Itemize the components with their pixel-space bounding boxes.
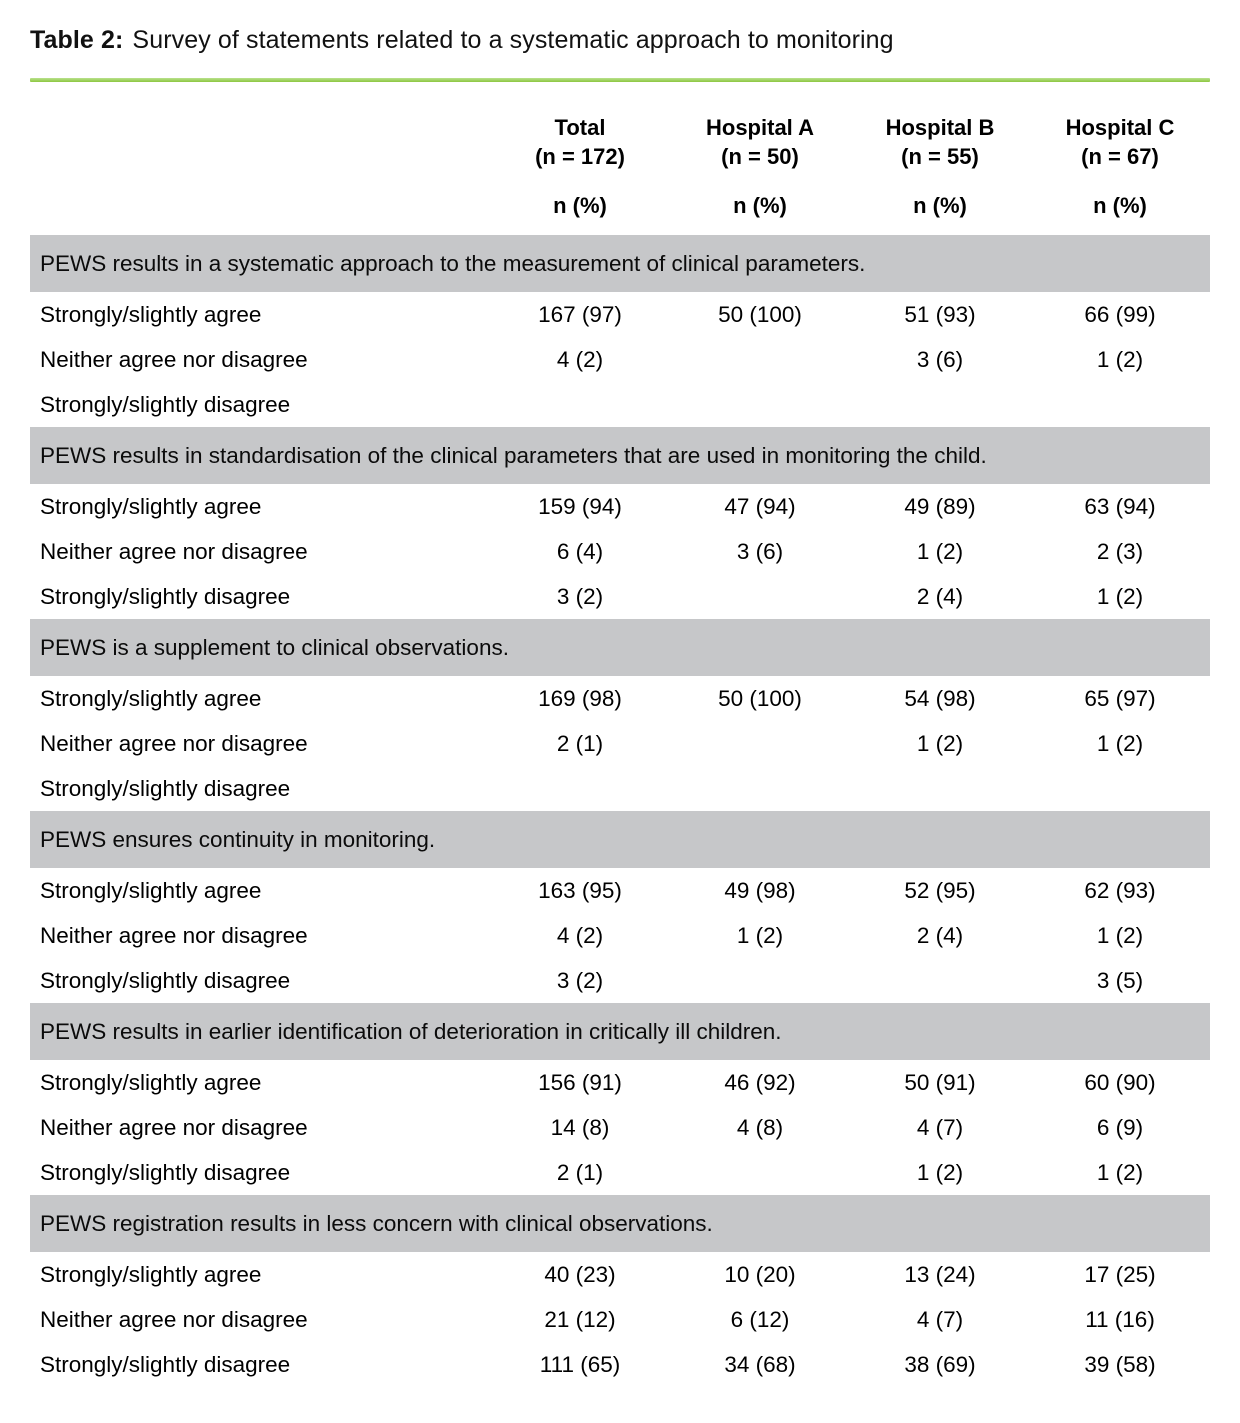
column-sample-size: (n = 172): [535, 143, 625, 169]
table-title-label: Table 2:: [30, 26, 124, 54]
value-cell: 40 (23): [490, 1252, 670, 1297]
value-cell: [850, 958, 1030, 1003]
value-cell: [850, 382, 1030, 427]
value-cell: 1 (2): [1030, 721, 1210, 766]
value-cell: 4 (2): [490, 913, 670, 958]
response-row: [30, 1060, 1210, 1105]
value-cell: 10 (20): [670, 1252, 850, 1297]
response-row-label: Strongly/slightly disagree: [30, 1150, 490, 1195]
response-row-label: Neither agree nor disagree: [30, 1297, 490, 1342]
column-name: Total: [554, 115, 606, 140]
value-cell: 3 (2): [490, 958, 670, 1003]
value-cell: 1 (2): [670, 913, 850, 958]
value-cell: [1030, 382, 1210, 427]
column-sample-size: (n = 55): [901, 143, 979, 169]
statement-band-row: [30, 235, 1210, 292]
response-row: [30, 1342, 1210, 1387]
value-cell: [670, 574, 850, 619]
value-cell: 39 (58): [1030, 1342, 1210, 1387]
response-row-label: Strongly/slightly disagree: [30, 766, 490, 811]
response-row: [30, 574, 1210, 619]
value-cell: 4 (7): [850, 1297, 1030, 1342]
value-cell: [490, 766, 670, 811]
value-cell: 50 (100): [670, 292, 850, 337]
table-body: [30, 235, 1210, 1387]
response-row: [30, 721, 1210, 766]
survey-table: [30, 82, 1210, 1387]
value-cell: 3 (6): [850, 337, 1030, 382]
response-row: [30, 766, 1210, 811]
column-unit: n (%): [733, 193, 787, 219]
value-cell: 1 (2): [850, 529, 1030, 574]
response-row-label: Strongly/slightly disagree: [30, 382, 490, 427]
response-row-label: Strongly/slightly disagree: [30, 574, 490, 619]
value-cell: 63 (94): [1030, 484, 1210, 529]
value-cell: 111 (65): [490, 1342, 670, 1387]
value-cell: [670, 382, 850, 427]
value-cell: 2 (4): [850, 913, 1030, 958]
value-cell: 1 (2): [1030, 337, 1210, 382]
table-header: [30, 82, 1210, 235]
column-header-hospital-c: [1030, 82, 1210, 235]
value-cell: 1 (2): [1030, 1150, 1210, 1195]
value-cell: 34 (68): [670, 1342, 850, 1387]
value-cell: 46 (92): [670, 1060, 850, 1105]
column-name: Hospital C: [1065, 115, 1175, 140]
statement-text: PEWS is a supplement to clinical observations.: [30, 619, 1210, 676]
statement-band-row: [30, 427, 1210, 484]
value-cell: 17 (25): [1030, 1252, 1210, 1297]
response-row-label: Strongly/slightly agree: [30, 1252, 490, 1297]
response-row-label: Neither agree nor disagree: [30, 337, 490, 382]
response-row: [30, 868, 1210, 913]
value-cell: 6 (12): [670, 1297, 850, 1342]
value-cell: 6 (4): [490, 529, 670, 574]
response-row-label: Strongly/slightly agree: [30, 676, 490, 721]
value-cell: [670, 766, 850, 811]
response-row: [30, 1297, 1210, 1342]
response-row: [30, 382, 1210, 427]
value-cell: 156 (91): [490, 1060, 670, 1105]
column-unit: n (%): [1093, 193, 1147, 219]
response-row-label: Strongly/slightly disagree: [30, 1342, 490, 1387]
value-cell: [1030, 766, 1210, 811]
statement-band-row: [30, 811, 1210, 868]
value-cell: 49 (98): [670, 868, 850, 913]
value-cell: 54 (98): [850, 676, 1030, 721]
value-cell: [670, 958, 850, 1003]
value-cell: 47 (94): [670, 484, 850, 529]
response-row: [30, 1105, 1210, 1150]
column-unit: n (%): [913, 193, 967, 219]
header-empty-cell: [30, 82, 490, 235]
value-cell: 50 (91): [850, 1060, 1030, 1105]
value-cell: 11 (16): [1030, 1297, 1210, 1342]
value-cell: 65 (97): [1030, 676, 1210, 721]
response-row-label: Strongly/slightly agree: [30, 1060, 490, 1105]
value-cell: 66 (99): [1030, 292, 1210, 337]
statement-text: PEWS results in earlier identification of deterioration in critically ill children.: [30, 1003, 1210, 1060]
response-row: [30, 1252, 1210, 1297]
value-cell: [670, 721, 850, 766]
statement-band-row: [30, 619, 1210, 676]
value-cell: 38 (69): [850, 1342, 1030, 1387]
response-row-label: Neither agree nor disagree: [30, 721, 490, 766]
statement-text: PEWS results in a systematic approach to the measurement of clinical parameters.: [30, 235, 1210, 292]
value-cell: 159 (94): [490, 484, 670, 529]
response-row: [30, 676, 1210, 721]
response-row-label: Strongly/slightly agree: [30, 484, 490, 529]
value-cell: 2 (1): [490, 721, 670, 766]
value-cell: 21 (12): [490, 1297, 670, 1342]
value-cell: [670, 1150, 850, 1195]
value-cell: 3 (6): [670, 529, 850, 574]
response-row: [30, 484, 1210, 529]
statement-text: PEWS results in standardisation of the clinical parameters that are used in monitoring the child.: [30, 427, 1210, 484]
value-cell: 169 (98): [490, 676, 670, 721]
value-cell: 1 (2): [1030, 574, 1210, 619]
value-cell: [670, 337, 850, 382]
value-cell: [490, 382, 670, 427]
response-row-label: Neither agree nor disagree: [30, 913, 490, 958]
statement-text: PEWS registration results in less concern with clinical observations.: [30, 1195, 1210, 1252]
column-sample-size: (n = 50): [721, 143, 799, 169]
value-cell: 1 (2): [850, 1150, 1030, 1195]
table-title-text: Survey of statements related to a systematic approach to monitoring: [132, 26, 894, 54]
value-cell: 4 (8): [670, 1105, 850, 1150]
value-cell: 3 (5): [1030, 958, 1210, 1003]
column-name: Hospital B: [885, 115, 995, 140]
value-cell: 51 (93): [850, 292, 1030, 337]
value-cell: 50 (100): [670, 676, 850, 721]
statement-text: PEWS ensures continuity in monitoring.: [30, 811, 1210, 868]
column-header-hospital-b: [850, 82, 1030, 235]
value-cell: 2 (1): [490, 1150, 670, 1195]
response-row: [30, 913, 1210, 958]
value-cell: 52 (95): [850, 868, 1030, 913]
table-title: [30, 26, 1210, 55]
value-cell: 14 (8): [490, 1105, 670, 1150]
value-cell: 4 (2): [490, 337, 670, 382]
value-cell: 49 (89): [850, 484, 1030, 529]
value-cell: 13 (24): [850, 1252, 1030, 1297]
value-cell: 163 (95): [490, 868, 670, 913]
header-row: [30, 82, 1210, 235]
statement-band-row: [30, 1195, 1210, 1252]
column-unit: n (%): [553, 193, 607, 219]
value-cell: [850, 766, 1030, 811]
column-name: Hospital A: [706, 115, 814, 140]
value-cell: 6 (9): [1030, 1105, 1210, 1150]
response-row: [30, 1150, 1210, 1195]
response-row-label: Strongly/slightly agree: [30, 292, 490, 337]
value-cell: 60 (90): [1030, 1060, 1210, 1105]
value-cell: 4 (7): [850, 1105, 1030, 1150]
response-row-label: Strongly/slightly disagree: [30, 958, 490, 1003]
response-row-label: Neither agree nor disagree: [30, 1105, 490, 1150]
response-row: [30, 958, 1210, 1003]
value-cell: 3 (2): [490, 574, 670, 619]
value-cell: 1 (2): [850, 721, 1030, 766]
column-header-total: [490, 82, 670, 235]
response-row: [30, 529, 1210, 574]
response-row-label: Neither agree nor disagree: [30, 529, 490, 574]
response-row: [30, 337, 1210, 382]
value-cell: 62 (93): [1030, 868, 1210, 913]
value-cell: 1 (2): [1030, 913, 1210, 958]
statement-band-row: [30, 1003, 1210, 1060]
response-row-label: Strongly/slightly agree: [30, 868, 490, 913]
value-cell: 2 (3): [1030, 529, 1210, 574]
column-sample-size: (n = 67): [1081, 143, 1159, 169]
response-row: [30, 292, 1210, 337]
value-cell: 2 (4): [850, 574, 1030, 619]
value-cell: 167 (97): [490, 292, 670, 337]
column-header-hospital-a: [670, 82, 850, 235]
